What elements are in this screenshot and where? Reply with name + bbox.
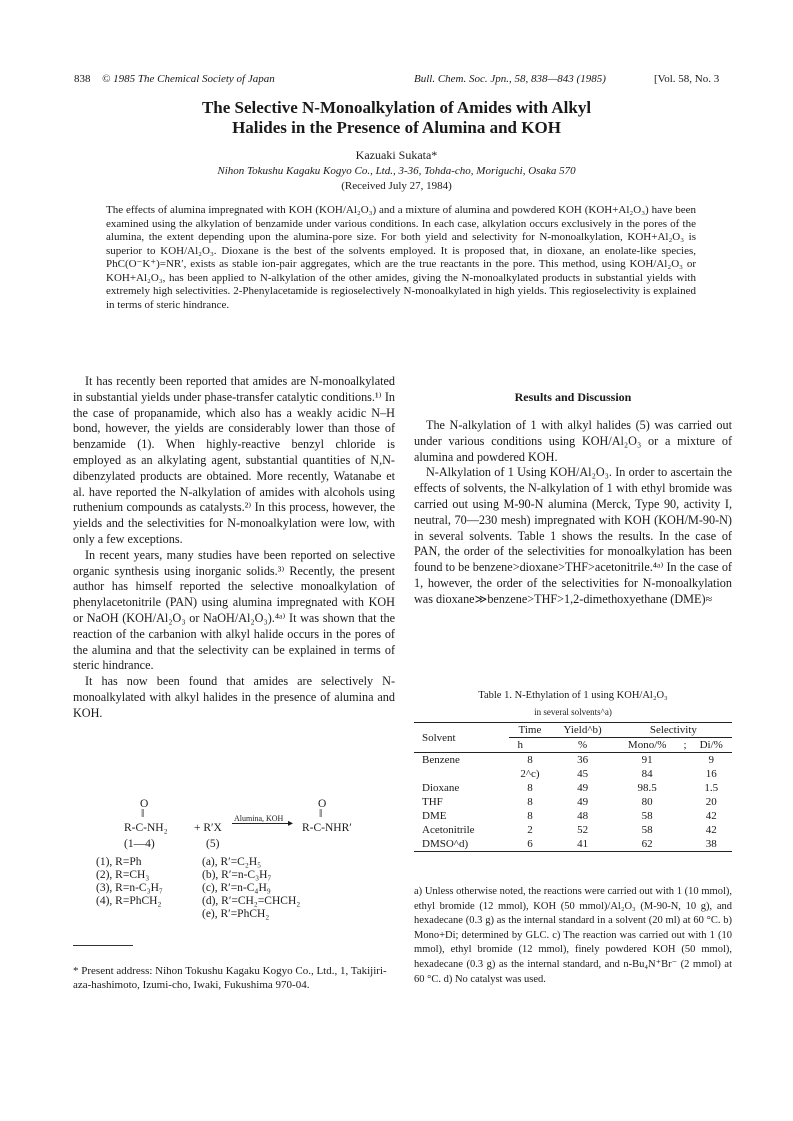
cell-yield: 49 (577, 782, 589, 794)
table-caption-line-2: in several solvents^a) (534, 707, 612, 717)
product-amide: R-C-NHR′ (302, 822, 352, 834)
table-notes: a) Unless otherwise noted, the reactions were carried out with 1 (10 mmol), ethyl bromide (12 mmol), KOH (50 mmol)/Al₂O₃ (M-90-N, 10 g), and hexadecane (0.3 g) as the internal standard in a solvent (20 ml) at 60 °C. b) Mono+Di; determined by GLC. c) The reaction was carried out with 1 (10 mmol), ethyl bromide (12 mmol), finely powdered KOH (50 mmol), hexadecane (0.3 g) as the internal standard, and n-Bu₄N⁺Br⁻ (2 mmol) at 60 °C. d) No catalyst was used. (414, 886, 732, 985)
reaction-scheme (96, 798, 396, 920)
cell-solvent: Dioxane (422, 782, 460, 794)
cell-di: 9 (708, 754, 714, 766)
cell-yield: 45 (577, 768, 589, 780)
rprime-group: (d), R′=CH₂=CHCH₂ (202, 895, 301, 907)
cell-di: 16 (705, 768, 717, 780)
table-caption-line-1: Table 1. N-Ethylation of 1 using KOH/Al₂O₃ (478, 690, 668, 701)
title-line-2: Halides in the Presence of Alumina and KOH (232, 118, 561, 137)
results-table (414, 722, 732, 852)
body-paragraph: In recent years, many studies have been reported on selective organic synthesis using inorganic solids.³⁾ Recently, the present author has himself reported the selective monoalkylation of phenylacetonitrile (PAN) using alumina impregnated with KOH or NaOH (KOH/Al₂O₃ or NaOH/Al₂O₃).⁴ᵃ⁾ It was shown that the reaction of the carbanion with alkyl halide occurs in the pores of the alumina and that the selectivity can be explained in terms of steric hindrance. (73, 547, 395, 673)
table-row (414, 823, 732, 837)
r-group: (3), R=n-C₃H₇ (96, 882, 163, 894)
cell-spacer (680, 767, 691, 781)
carbonyl-oxygen-right: O (318, 798, 327, 810)
cell-solvent (414, 767, 509, 781)
rprime-group: (e), R′=PhCH₂ (202, 908, 270, 920)
table-row (414, 767, 732, 781)
header-yield: Yield^b) (550, 723, 614, 738)
cell-yield: 49 (577, 796, 589, 808)
table-row (414, 837, 732, 852)
cell-spacer (680, 795, 691, 809)
header-solvent: Solvent (422, 731, 456, 744)
header-selectivity: Selectivity (615, 723, 732, 738)
arrow-head-icon: ▸ (288, 818, 294, 829)
abstract (106, 204, 696, 312)
cell-solvent: DME (422, 810, 447, 822)
table-row (414, 809, 732, 823)
affiliation: Nihon Tokushu Kagaku Kogyo Co., Ltd., 3-36, Tohda-cho, Moriguchi, Osaka 570 (217, 165, 576, 177)
header-time: Time (509, 723, 550, 738)
cell-spacer (680, 809, 691, 823)
rprime-group: (a), R′=C₂H₅ (202, 856, 262, 868)
cell-solvent: Benzene (422, 754, 460, 766)
cell-time: 2^c) (520, 768, 540, 780)
alkyl-halide: + R′X (194, 822, 222, 834)
cell-di: 38 (705, 838, 717, 850)
arrow-condition: Alumina, KOH (234, 814, 284, 823)
cell-spacer (680, 837, 691, 852)
reactant-amide: R-C-NH₂ (124, 822, 168, 834)
cell-time: 8 (527, 810, 533, 822)
cell-mono: 84 (641, 768, 653, 780)
rprime-group: (b), R′=n-C₃H₇ (202, 869, 272, 881)
cell-mono: 91 (641, 754, 653, 766)
left-column (73, 374, 395, 722)
cell-di: 42 (705, 824, 717, 836)
body-paragraph: The N-alkylation of 1 with alkyl halides (5) was carried out under various conditions using KOH/Al₂O₃ or a mixture of alumina and powdered KOH. (414, 418, 732, 464)
carbonyl-oxygen-left: O (140, 798, 149, 810)
cell-yield: 52 (577, 824, 589, 836)
cell-time: 6 (527, 838, 533, 850)
cell-time: 8 (527, 782, 533, 794)
running-header (74, 73, 744, 89)
cell-mono: 80 (641, 796, 653, 808)
header-yield-unit: % (577, 739, 588, 751)
header-separator: ; (683, 739, 687, 751)
cell-time: 8 (527, 796, 533, 808)
abstract-paragraph: The effects of alumina impregnated with KOH (KOH/Al₂O₃) and a mixture of alumina and powdered KOH (KOH+Al₂O₃) have been examined using the alkylation of benzamide under various conditions. In each case, alkylation occurs exclusively in the pores of the alumina, the extent depending upon the alumina-pore size. For both yield and selectivity for N-monoalkylation, KOH+Al₂O₃ is superior to KOH/Al₂O₃. Dioxane is the best of the solvents employed. It is proposed that, in dioxane, an enolate-like species, PhC(O⁻K⁺)=NR′, exists as stable ion-pair aggregates, which are the true reactants in the pore. This method, using KOH/Al₂O₃ or KOH+Al₂O₃, has been applied to N-alkylation of the other amides, giving the N-monoalkylated products in substantial yields with extremely high selectivities. 2-Phenylacetamide is regioselectively N-monoalkylated in high yields. This regioselectivity is explained in terms of steric hindrance. (106, 204, 696, 311)
cell-spacer (680, 781, 691, 795)
table-row (414, 795, 732, 809)
cell-di: 42 (705, 810, 717, 822)
cell-yield: 36 (577, 754, 589, 766)
footnote-divider (73, 945, 133, 946)
cell-di: 20 (705, 796, 717, 808)
cell-mono: 58 (641, 810, 653, 822)
header-time-unit: h (517, 739, 523, 751)
cell-yield: 41 (577, 838, 589, 850)
journal-citation: Bull. Chem. Soc. Jpn., 58, 838—843 (1985) (414, 73, 606, 85)
header-mono: Mono/% (627, 739, 667, 751)
cell-time: 2 (527, 824, 533, 836)
cell-yield: 48 (577, 810, 589, 822)
cell-solvent: THF (422, 796, 443, 808)
cell-solvent: Acetonitrile (422, 824, 475, 836)
r-group: (2), R=CH₃ (96, 869, 150, 881)
table-row (414, 781, 732, 795)
cell-spacer (680, 753, 691, 768)
rprime-group: (c), R′=n-C₄H₉ (202, 882, 271, 894)
author: Kazuaki Sukata* (355, 148, 438, 162)
label-compound-5: (5) (206, 838, 220, 850)
section-heading: Results and Discussion (514, 390, 632, 404)
reaction-arrow (232, 823, 292, 824)
cell-mono: 62 (641, 838, 653, 850)
cell-mono: 58 (641, 824, 653, 836)
right-column (414, 418, 732, 608)
title-line-1: The Selective N-Monoalkylation of Amides with Alkyl (201, 98, 592, 117)
paper-title (90, 98, 703, 138)
volume-info: [Vol. 58, No. 3 (654, 73, 720, 85)
cell-spacer (680, 823, 691, 837)
table-row (414, 753, 732, 768)
body-paragraph: It has recently been reported that amides are N-monoalkylated in substantial yields under phase-transfer catalytic conditions.¹⁾ In the case of propanamide, which also has a weakly acidic N–H bond, however, the yields are considerably lower than those of benzamide (1). When highly-reactive benzyl chloride is employed as an alkylating agent, substantial quantities of N,N-dibenzylated products are obtained. More recently, Watanabe et al. have reported the N-alkylation of amides with alcohols using ruthenium compounds as catalysts.²⁾ In this process, however, the yields and the selectivities for N-monoalkylation were low, with only a few exceptions. (73, 374, 395, 546)
cell-di: 1.5 (704, 782, 719, 794)
r-group: (4), R=PhCH₂ (96, 895, 162, 907)
received-date: (Received July 27, 1984) (341, 180, 452, 192)
r-group: (1), R=Ph (96, 856, 142, 868)
double-bond-left: ‖ (141, 808, 145, 820)
table-caption (414, 688, 732, 720)
double-bond-right: ‖ (319, 808, 323, 820)
copyright-line: © 1985 The Chemical Society of Japan (102, 73, 275, 85)
footnote: * Present address: Nihon Tokushu Kagaku Kogyo Co., Ltd., 1, Takijiri-aza-hashimoto, Izumi-cho, Iwaki, Fukushima 970-04. (73, 965, 387, 991)
header-di: Di/% (699, 739, 723, 751)
cell-mono: 98.5 (637, 782, 657, 794)
cell-time: 8 (527, 754, 533, 766)
label-compounds-1-4: (1—4) (124, 838, 155, 850)
cell-solvent: DMSO^d) (422, 838, 469, 850)
body-paragraph: N-Alkylation of 1 Using KOH/Al₂O₃. In order to ascertain the effects of solvents, the N-alkylation of 1 with ethyl bromide was carried out using M-90-N alumina (Merck, Type 90, activity I, neutral, 70—230 mesh) impregnated with KOH (KOH/M-90-N) in several solvents. Table 1 shows the results. In the case of PAN, the order of the selectivities for monoalkylation has been found to be benzene>dioxane>THF>acetonitrile.⁴ᵃ⁾ In the case of 1, however, the order of the selectivities for N-monoalkylation was dioxane≫benzene>THF>1,2-dimethoxyethane (DME)≈ (414, 465, 732, 606)
page-number: 838 (74, 73, 91, 85)
body-paragraph: It has now been found that amides are selectively N-monoalkylated with alkyl halides in the presence of alumina and KOH. (73, 674, 395, 720)
